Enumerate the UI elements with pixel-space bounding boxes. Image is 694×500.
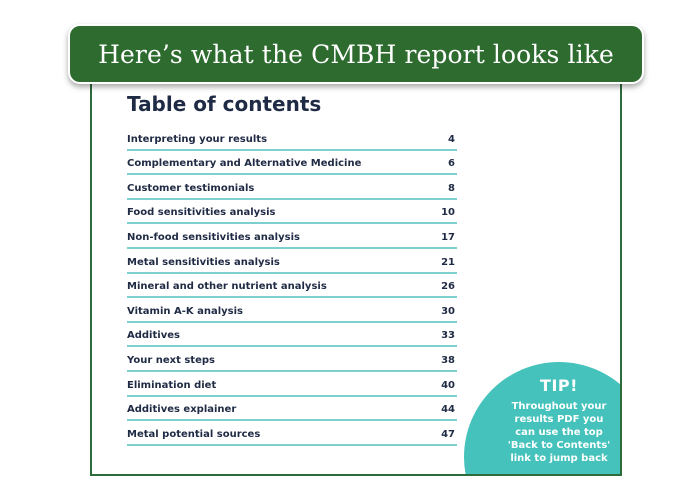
toc-entry-label: Complementary and Alternative Medicine	[127, 158, 362, 170]
toc-entry-page: 47	[441, 428, 455, 440]
toc-entry-label: Metal sensitivities analysis	[127, 256, 280, 268]
toc-entry[interactable]	[127, 151, 457, 176]
toc-entry-page: 21	[441, 256, 455, 268]
report-page-preview	[90, 62, 622, 476]
toc-entry[interactable]	[127, 224, 457, 249]
title-banner	[68, 24, 644, 84]
tip-line: Throughout your	[511, 401, 607, 412]
toc-title: Table of contents	[127, 92, 322, 116]
toc-entry[interactable]	[127, 298, 457, 323]
toc-entry-label: Vitamin A-K analysis	[127, 305, 243, 317]
toc-entry-page: 10	[441, 207, 455, 219]
toc-entry-page: 38	[441, 354, 455, 366]
toc-entry[interactable]	[127, 421, 457, 446]
banner-title: Here’s what the CMBH report looks like	[98, 39, 614, 69]
toc-entry-label: Interpreting your results	[127, 133, 268, 145]
toc-entry-label: Additives explainer	[127, 404, 237, 416]
toc-entry-label: Mineral and other nutrient analysis	[127, 281, 327, 293]
toc-entry[interactable]	[127, 323, 457, 348]
toc-entry-label: Additives	[127, 330, 180, 342]
toc-entry-page: 40	[441, 379, 455, 391]
toc-entry-label: Metal potential sources	[127, 428, 261, 440]
toc-entry-page: 44	[441, 404, 455, 416]
toc-entry-page: 8	[448, 182, 455, 194]
tip-callout	[464, 362, 622, 476]
tip-line: link to jump back	[510, 453, 608, 464]
toc-entry[interactable]	[127, 175, 457, 200]
toc-entry-page: 17	[441, 231, 455, 243]
toc-entry-label: Your next steps	[127, 354, 215, 366]
toc-entry[interactable]	[127, 397, 457, 422]
toc-list	[127, 126, 457, 446]
toc-entry-label: Customer testimonials	[127, 182, 255, 194]
toc-entry[interactable]	[127, 347, 457, 372]
toc-entry-page: 33	[441, 330, 455, 342]
toc-entry[interactable]	[127, 249, 457, 274]
tip-line: 'Back to Contents'	[507, 440, 611, 451]
toc-entry[interactable]	[127, 274, 457, 299]
toc-entry-page: 4	[448, 133, 455, 145]
tip-line: can use the top	[515, 427, 603, 438]
toc-entry-page: 26	[441, 281, 455, 293]
tip-body	[494, 400, 622, 465]
toc-entry-label: Elimination diet	[127, 379, 217, 391]
toc-entry-page: 30	[441, 305, 455, 317]
toc-entry[interactable]	[127, 126, 457, 151]
tip-line: results PDF you	[514, 414, 604, 425]
toc-entry-label: Food sensitivities analysis	[127, 207, 276, 219]
toc-entry[interactable]	[127, 372, 457, 397]
toc-entry[interactable]	[127, 200, 457, 225]
toc-entry-page: 6	[448, 158, 455, 170]
toc-entry-label: Non-food sensitivities analysis	[127, 231, 300, 243]
tip-heading: TIP!	[540, 376, 578, 395]
